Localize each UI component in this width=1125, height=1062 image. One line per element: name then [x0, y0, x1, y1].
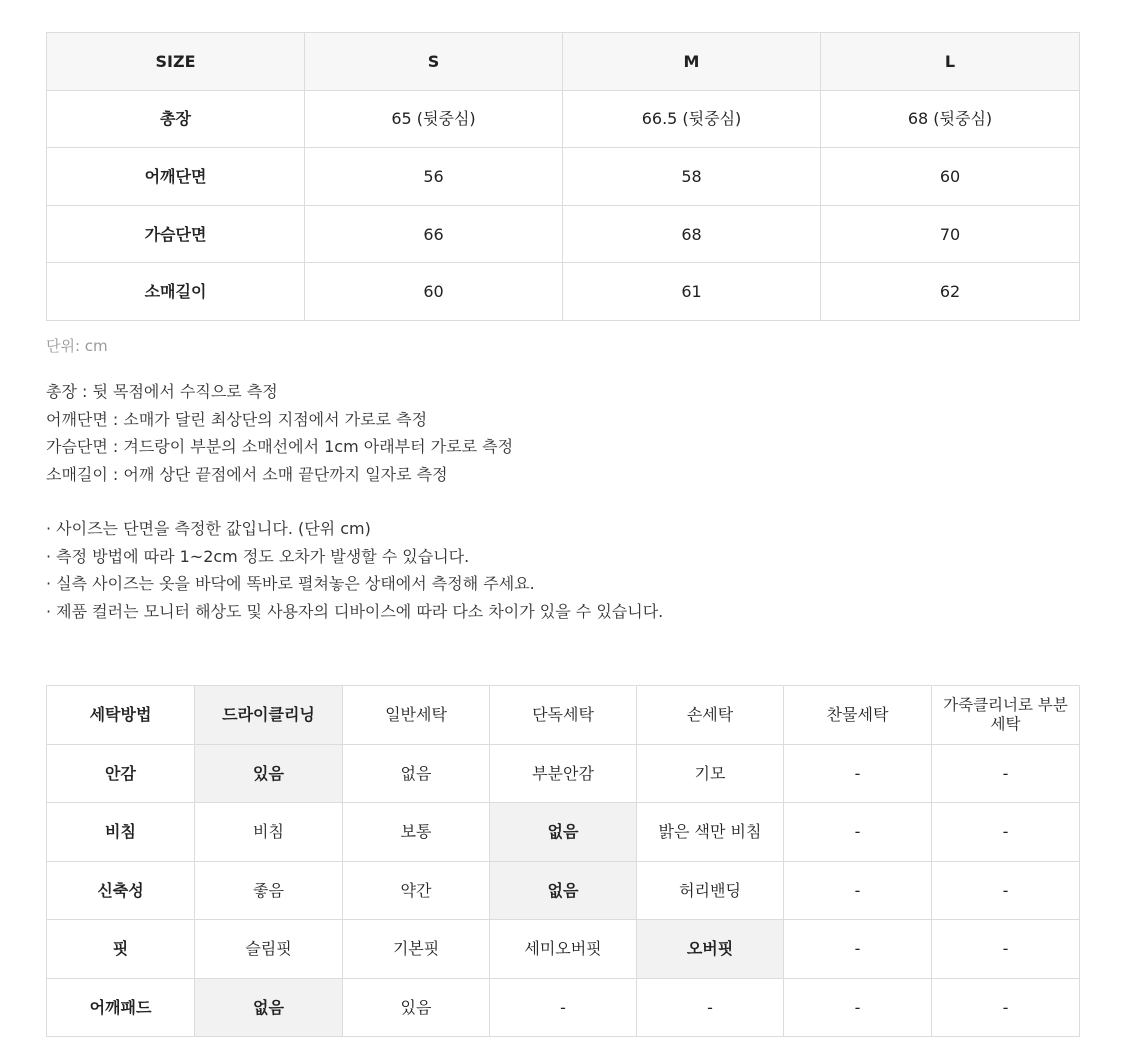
size-value: 65 (뒷중심): [305, 90, 563, 148]
size-value: 68 (뒷중심): [821, 90, 1080, 148]
size-row: [47, 205, 1080, 263]
care-cell: 세미오버핏: [490, 920, 637, 979]
care-cell: 슬림핏: [195, 920, 343, 979]
measurement-note: 소매길이 : 어깨 상단 끝점에서 소매 끝단까지 일자로 측정: [46, 464, 448, 484]
measurement-note: 어깨단면 : 소매가 달린 최상단의 지점에서 가로로 측정: [46, 409, 428, 429]
care-cell-selected: 드라이클리닝: [195, 686, 343, 745]
care-cell: 찬물세탁: [784, 686, 932, 745]
size-header-cell: M: [563, 33, 821, 91]
care-cell: -: [784, 920, 932, 979]
size-value: 68: [563, 205, 821, 263]
size-value: 60: [821, 148, 1080, 206]
size-value: 61: [563, 263, 821, 321]
care-cell: 기본핏: [343, 920, 490, 979]
care-cell-selected: 오버핏: [637, 920, 784, 979]
care-cell: -: [932, 744, 1080, 803]
care-cell: 가죽클리너로 부분세탁: [932, 686, 1080, 745]
care-cell: -: [490, 978, 637, 1037]
care-row: [47, 861, 1080, 920]
care-cell: 허리밴딩: [637, 861, 784, 920]
care-cell: 부분안감: [490, 744, 637, 803]
size-table: [46, 32, 1080, 321]
measurement-note: 총장 : 뒷 목점에서 수직으로 측정: [46, 382, 278, 401]
size-row: [47, 148, 1080, 206]
care-cell: -: [784, 861, 932, 920]
care-row-label: 핏: [47, 920, 195, 979]
unit-label: 단위: cm: [46, 337, 108, 355]
care-cell-selected: 없음: [490, 861, 637, 920]
size-value: 56: [305, 148, 563, 206]
care-cell: -: [932, 861, 1080, 920]
care-cell: -: [932, 920, 1080, 979]
care-cell-selected: 없음: [490, 803, 637, 862]
size-header-row: [47, 33, 1080, 91]
care-row: [47, 978, 1080, 1037]
care-cell: 보통: [343, 803, 490, 862]
size-row-label: 소매길이: [47, 263, 305, 321]
care-row-label: 신축성: [47, 861, 195, 920]
care-cell-selected: 없음: [195, 978, 343, 1037]
care-row: [47, 744, 1080, 803]
care-cell: 없음: [343, 744, 490, 803]
care-cell: -: [784, 803, 932, 862]
size-header-cell: S: [305, 33, 563, 91]
care-cell: 손세탁: [637, 686, 784, 745]
measurement-note: 가슴단면 : 겨드랑이 부분의 소매선에서 1cm 아래부터 가로로 측정: [46, 437, 514, 456]
care-cell: 좋음: [195, 861, 343, 920]
size-value: 70: [821, 205, 1080, 263]
care-cell: 약간: [343, 861, 490, 920]
size-row-label: 가슴단면: [47, 205, 305, 263]
care-row: [47, 920, 1080, 979]
size-row-label: 총장: [47, 90, 305, 148]
care-cell: 단독세탁: [490, 686, 637, 745]
size-value: 66.5 (뒷중심): [563, 90, 821, 148]
size-header-cell: SIZE: [47, 33, 305, 91]
size-value: 58: [563, 148, 821, 206]
care-cell-selected: 있음: [195, 744, 343, 803]
measurement-notes: [46, 378, 513, 488]
care-cell: -: [637, 978, 784, 1037]
care-cell: -: [784, 744, 932, 803]
care-row-label: 어깨패드: [47, 978, 195, 1037]
care-row-label: 안감: [47, 744, 195, 803]
size-tip: · 측정 방법에 따라 1~2cm 정도 오차가 발생할 수 있습니다.: [46, 546, 470, 566]
size-value: 60: [305, 263, 563, 321]
size-row-label: 어깨단면: [47, 148, 305, 206]
care-row-label: 세탁방법: [47, 686, 195, 745]
size-tip: · 실측 사이즈는 옷을 바닥에 똑바로 펼쳐놓은 상태에서 측정해 주세요.: [46, 574, 535, 593]
care-row: [47, 686, 1080, 745]
size-header-cell: L: [821, 33, 1080, 91]
care-cell: -: [932, 803, 1080, 862]
size-tip: · 사이즈는 단면을 측정한 값입니다. (단위 cm): [46, 519, 371, 538]
care-cell: 밝은 색만 비침: [637, 803, 784, 862]
size-tips: [46, 515, 663, 625]
care-table: [46, 685, 1080, 1037]
care-cell: 기모: [637, 744, 784, 803]
care-cell: 있음: [343, 978, 490, 1037]
care-cell: -: [784, 978, 932, 1037]
size-row: [47, 90, 1080, 148]
size-row: [47, 263, 1080, 321]
size-tip: · 제품 컬러는 모니터 해상도 및 사용자의 디바이스에 따라 다소 차이가 있을 수 있습니다.: [46, 601, 664, 621]
care-cell: 일반세탁: [343, 686, 490, 745]
care-row: [47, 803, 1080, 862]
care-cell: -: [932, 978, 1080, 1037]
size-value: 66: [305, 205, 563, 263]
care-cell: 비침: [195, 803, 343, 862]
size-value: 62: [821, 263, 1080, 321]
care-row-label: 비침: [47, 803, 195, 862]
